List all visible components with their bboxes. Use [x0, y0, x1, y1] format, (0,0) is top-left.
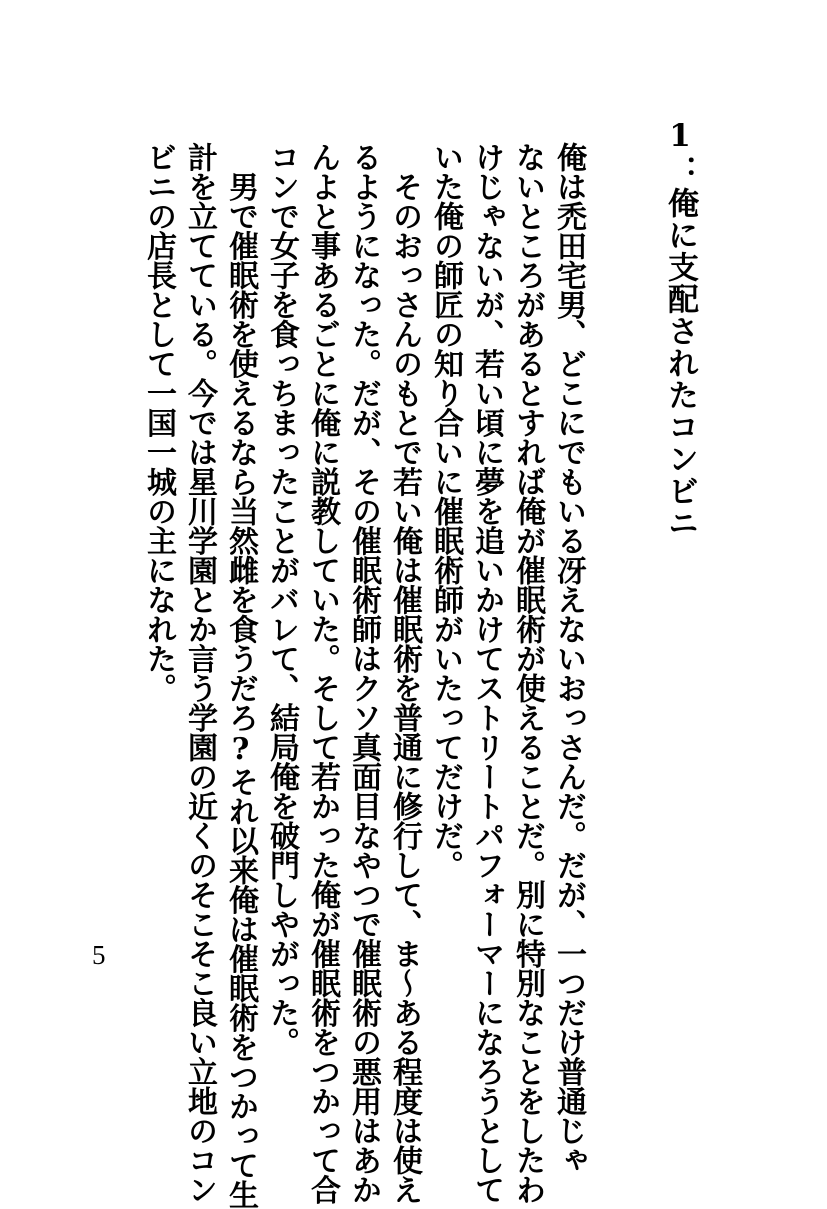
- body-line-1: 俺は禿田宅男、どこにでもいる冴えないおっさんだ。だが、一つだけ普通じゃ: [551, 142, 586, 1175]
- body-line-5: そのおっさんのもとで若い俺は催眠術を普通に修行して、ま～ある程度は使え: [387, 142, 422, 1204]
- page-number: 5: [92, 940, 106, 970]
- body-line-4: いた俺の師匠の知り合いに催眠術師がいたってだけだ。: [428, 142, 463, 880]
- body-line-6: るようになった。だが、その催眠術師はクソ真面目なやつで催眠術の悪用はあか: [346, 142, 381, 1204]
- body-line-7: んよと事あるごとに俺に説教していた。そして若かった俺が催眠術をつかって合: [305, 142, 340, 1204]
- body-line-11: ビニの店長として一国一城の主になれた。: [141, 142, 176, 703]
- chapter-title: 1：俺に支配されたコンビニ: [662, 118, 698, 539]
- body-line-3: けじゃないが、若い頃に夢を追いかけてストリートパフォーマーになろうとして: [469, 142, 504, 1204]
- body-line-9: 男で催眠術を使えるなら当然雌を食うだろ?それ以来俺は催眠術をつかって生: [223, 142, 258, 1209]
- body-line-8: コンで女子を食っちまったことがバレて、結局俺を破門しやがった。: [264, 142, 299, 1057]
- body-line-2: ないところがあるとすれば俺が催眠術が使えることだ。別に特別なことをしたわ: [510, 142, 545, 1204]
- body-line-10: 計を立てている。今では星川学園とか言う学園の近くのそこそこ良い立地のコン: [182, 142, 217, 1204]
